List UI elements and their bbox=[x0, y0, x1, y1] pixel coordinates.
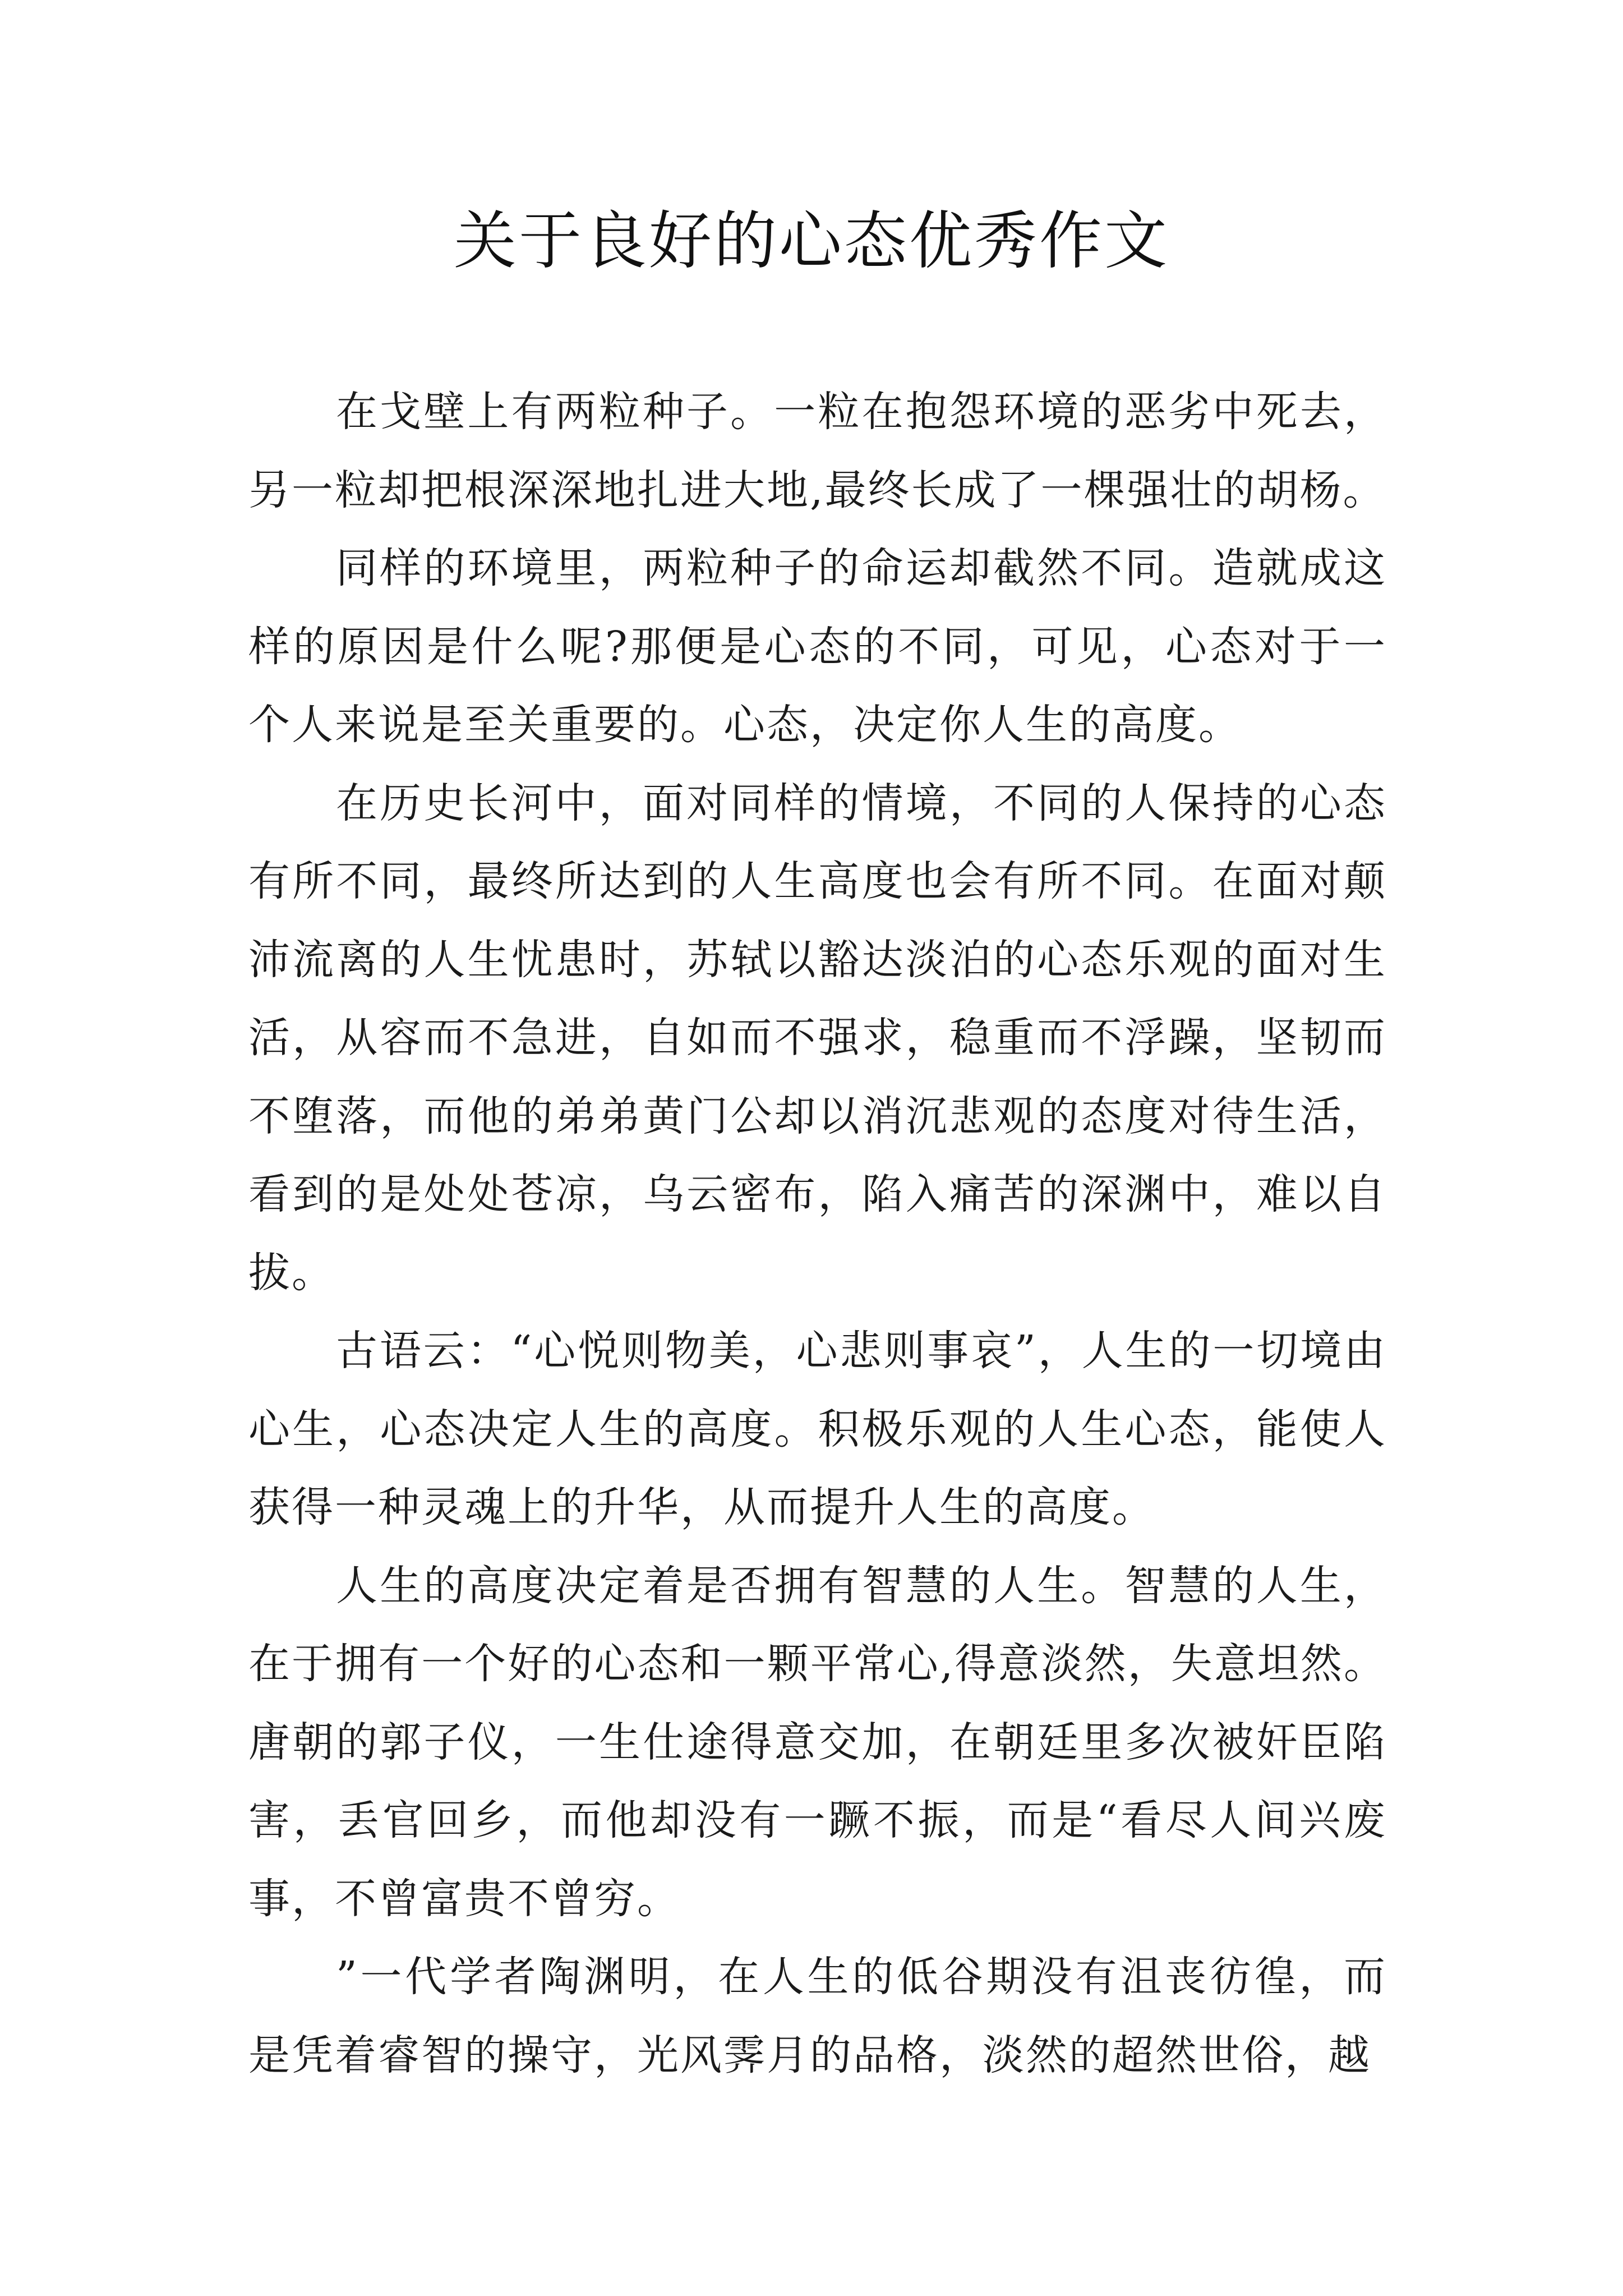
document-body bbox=[248, 373, 1387, 2095]
paragraph: 在戈壁上有两粒种子。一粒在抱怨环境的恶劣中死去，另一粒却把根深深地扎进大地,最终长成了一棵强壮的胡杨。 bbox=[248, 388, 1387, 514]
document-title: 关于良好的心态优秀作文 bbox=[454, 205, 1169, 278]
paragraph: ”一代学者陶渊明，在人生的低谷期没有沮丧彷徨，而是凭着睿智的操守，光风霁月的品格，淡然的超然世俗，越 bbox=[248, 1953, 1387, 2079]
paragraph: 同样的环境里，两粒种子的命运却截然不同。造就成这样的原因是什么呢?那便是心态的不同，可见，心态对于一个人来说是至关重要的。心态，决定你人生的高度。 bbox=[248, 544, 1387, 749]
paragraph: 古语云：“心悦则物美，心悲则事哀”，人生的一切境由心生，心态决定人生的高度。积极乐观的人生心态，能使人获得一种灵魂上的升华，从而提升人生的高度。 bbox=[248, 1327, 1387, 1531]
paragraph: 在历史长河中，面对同样的情境，不同的人保持的心态有所不同，最终所达到的人生高度也会有所不同。在面对颠沛流离的人生忧患时，苏轼以豁达淡泊的心态乐观的面对生活，从容而不急进，自如而不强求，稳重而不浮躁，坚韧而不堕落，而他的弟弟黄门公却以消沉悲观的态度对待生活，看到的是处处苍凉，乌云密布，陷入痛苦的深渊中，难以自拔。 bbox=[248, 779, 1387, 1297]
paragraph: 人生的高度决定着是否拥有智慧的人生。智慧的人生，在于拥有一个好的心态和一颗平常心,得意淡然，失意坦然。唐朝的郭子仪，一生仕途得意交加，在朝廷里多次被奸臣陷害，丢官回乡，而他却没有一蹶不振，而是“看尽人间兴废事，不曾富贵不曾穷。 bbox=[248, 1561, 1387, 1923]
